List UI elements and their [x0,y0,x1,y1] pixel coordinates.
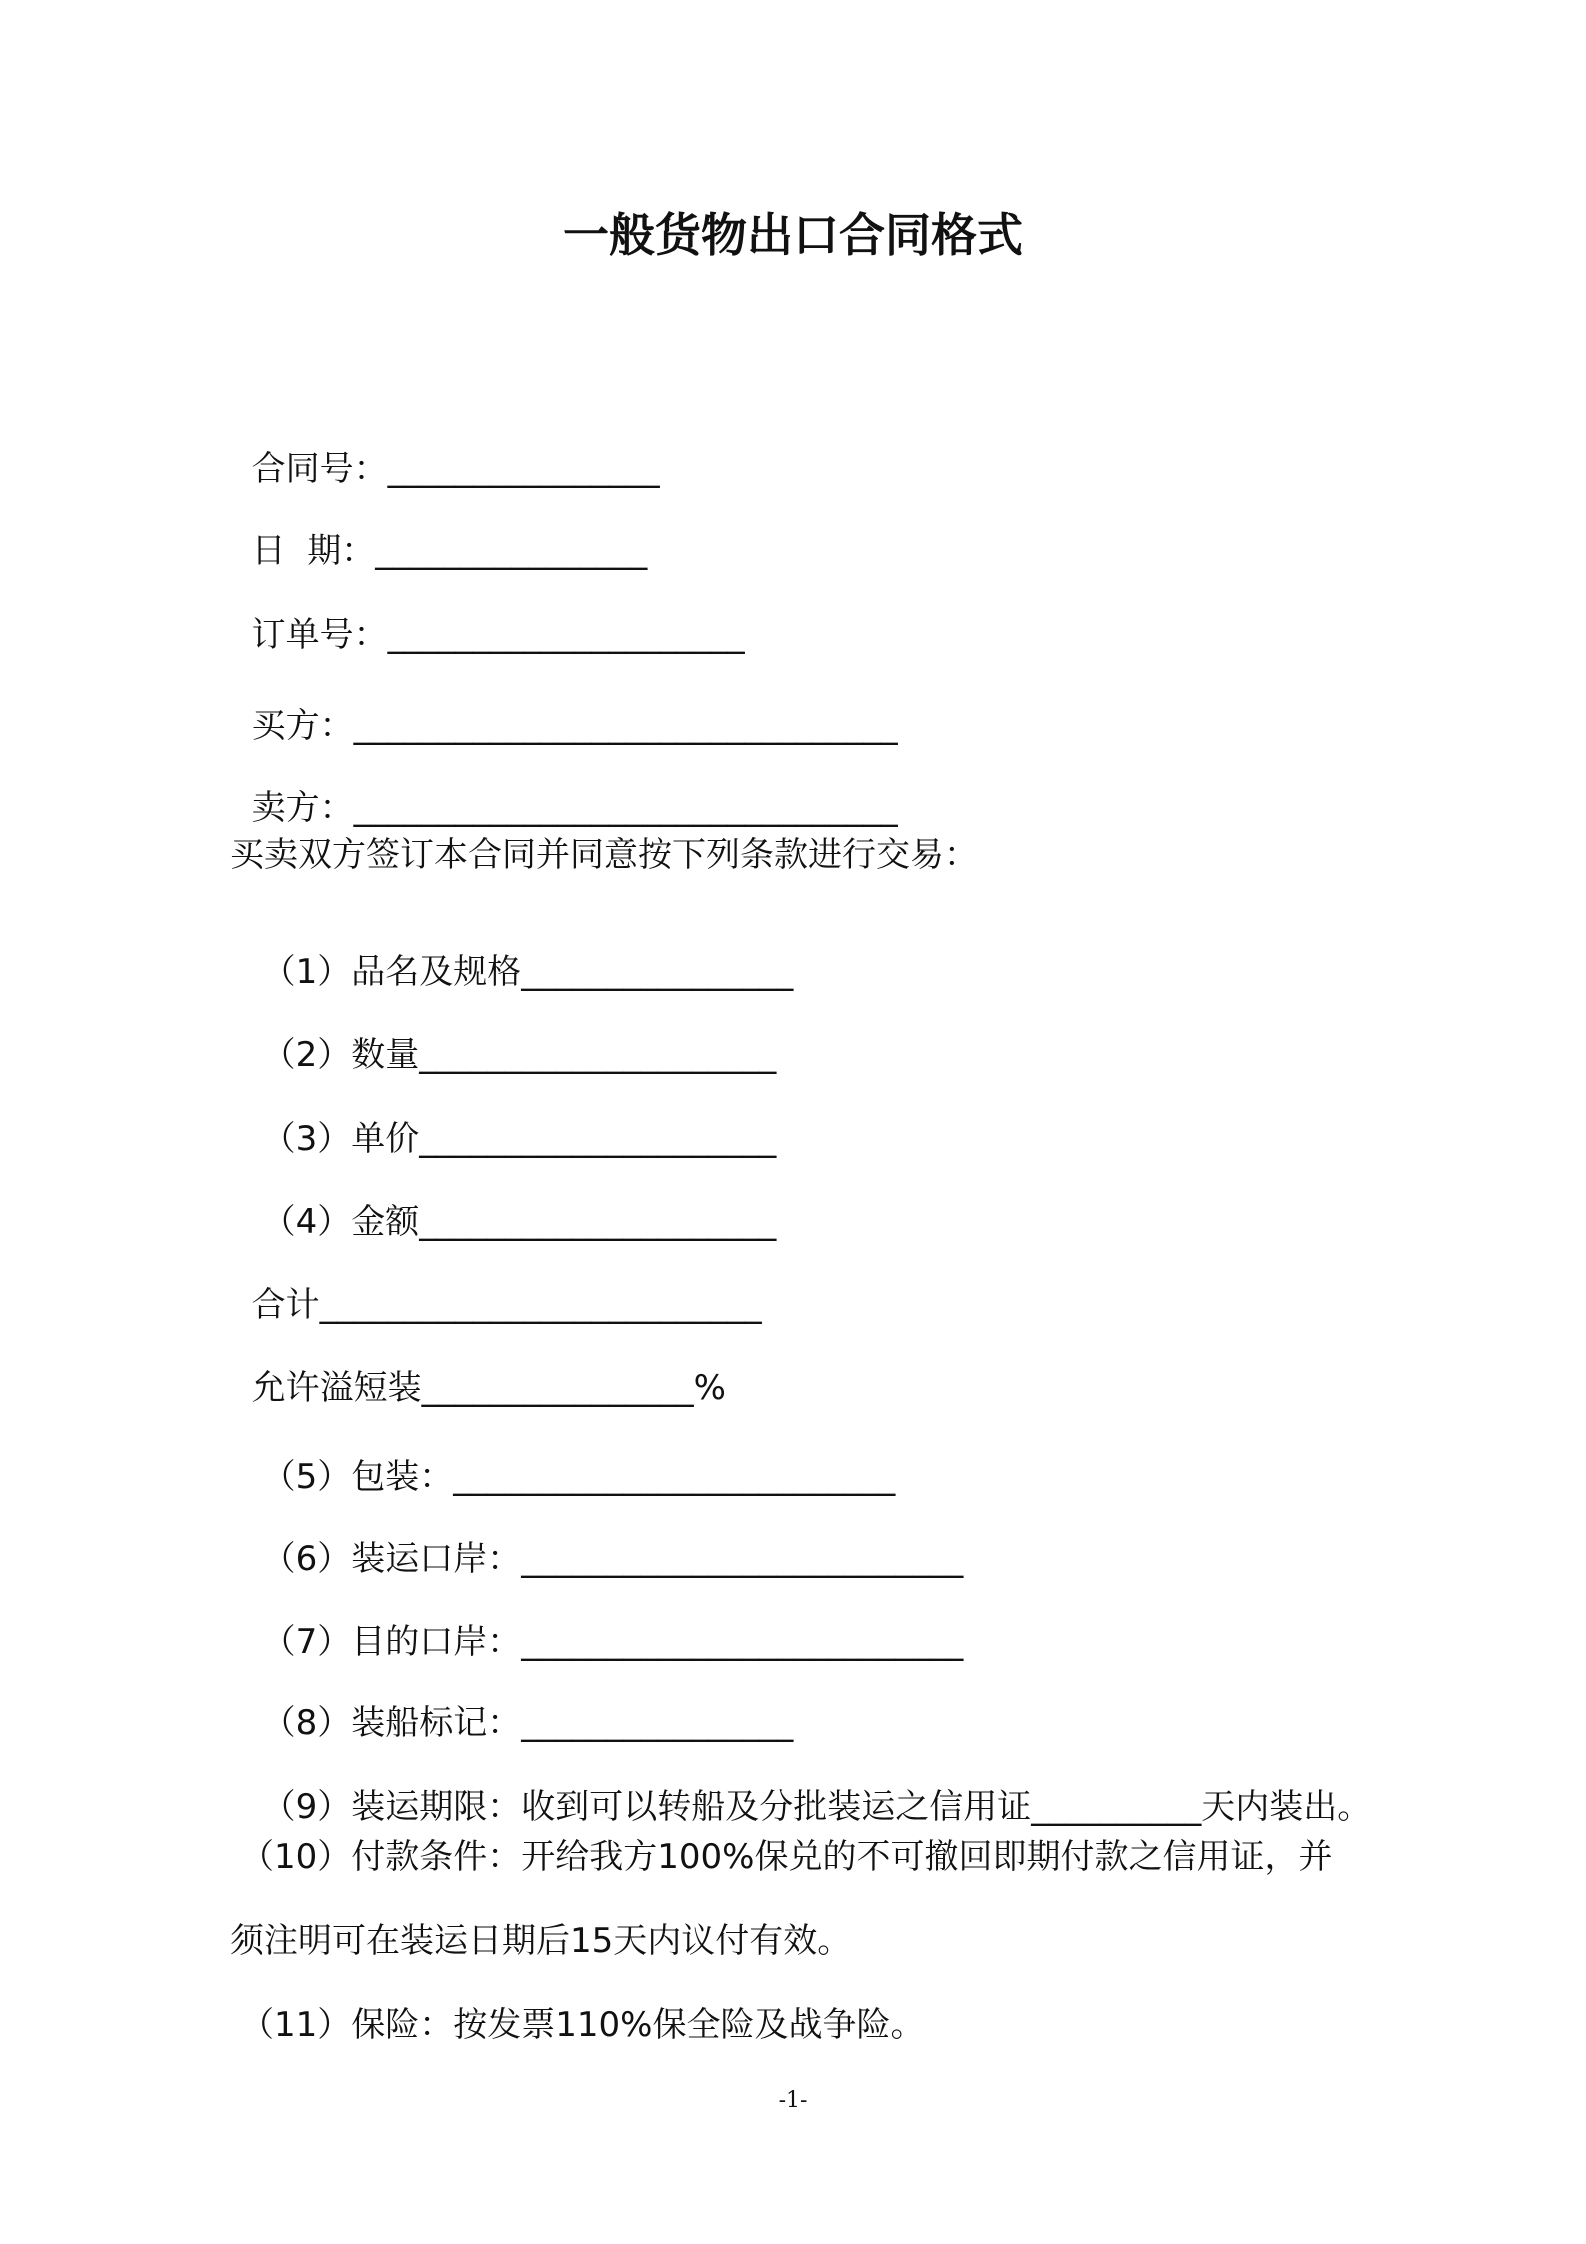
item-blank: __________________________ [521,1622,964,1662]
item-packing [240,1426,896,1497]
payment-line-2: 须注明可在装运日期后15天内议付有效。 [230,1921,852,1961]
item-label: （1）品名及规格 [261,952,522,992]
item-blank: __________________________ [453,1457,896,1497]
total-label: 合计 [251,1285,320,1325]
item-blank: ________________ [521,1703,794,1743]
item-quantity [240,1004,777,1075]
order-number-line [230,584,745,655]
item-loading-port [240,1508,964,1579]
document-title: 一般货物出口合同格式 [563,208,1023,262]
item-label: （8）装船标记： [261,1703,522,1743]
total-blank: __________________________ [319,1285,762,1325]
page-number: -1- [778,2088,808,2113]
tolerance-line [230,1337,726,1408]
contract-number-blank: ________________ [387,449,660,489]
item-blank: _____________________ [419,1119,777,1159]
contract-number-label: 合同号： [251,449,388,489]
total-line [230,1254,762,1325]
item-blank: _____________________ [419,1202,777,1242]
tolerance-blank: ________________ [421,1368,694,1408]
item-blank: _____________________ [419,1035,777,1075]
tolerance-label: 允许溢短装 [251,1368,422,1408]
buyer-label: 买方： [251,706,354,746]
shipment-blank: __________ [1031,1787,1202,1827]
insurance-line: （11）保险：按发票110%保全险及战争险。 [240,2005,925,2045]
item-label: （5）包装： [261,1457,454,1497]
item-unit-price [240,1088,777,1159]
item-blank: ________________ [521,952,794,992]
date-line [230,500,648,571]
item-blank: __________________________ [521,1539,964,1579]
seller-blank: ________________________________ [353,788,898,828]
item-shipping-marks [240,1672,794,1743]
date-blank: ________________ [375,531,648,571]
buyer-blank: ________________________________ [353,706,898,746]
item-amount [240,1171,777,1242]
item-label: （6）装运口岸： [261,1539,522,1579]
item-label: （4）金额 [261,1202,420,1242]
item-label: （2）数量 [261,1035,420,1075]
order-number-blank: _____________________ [387,615,745,655]
item-name-spec [240,921,794,992]
shipment-prefix: （9）装运期限：收到可以转船及分批装运之信用证 [261,1787,1032,1827]
date-label: 日 期： [251,531,376,571]
seller-line [230,757,898,828]
item-label: （7）目的口岸： [261,1622,522,1662]
buyer-line [230,675,898,746]
shipment-suffix: 天内装出。 [1201,1787,1372,1827]
order-number-label: 订单号： [251,615,388,655]
contract-number-line [230,418,660,489]
payment-line-1: （10）付款条件：开给我方100%保兑的不可撤回即期付款之信用证，并 [240,1837,1333,1877]
shipment-line [240,1756,1372,1827]
item-label: （3）单价 [261,1119,420,1159]
seller-label: 卖方： [251,788,354,828]
intro-text: 买卖双方签订本合同并同意按下列条款进行交易： [230,835,978,875]
item-destination-port [240,1591,964,1662]
tolerance-suffix: % [693,1368,726,1408]
